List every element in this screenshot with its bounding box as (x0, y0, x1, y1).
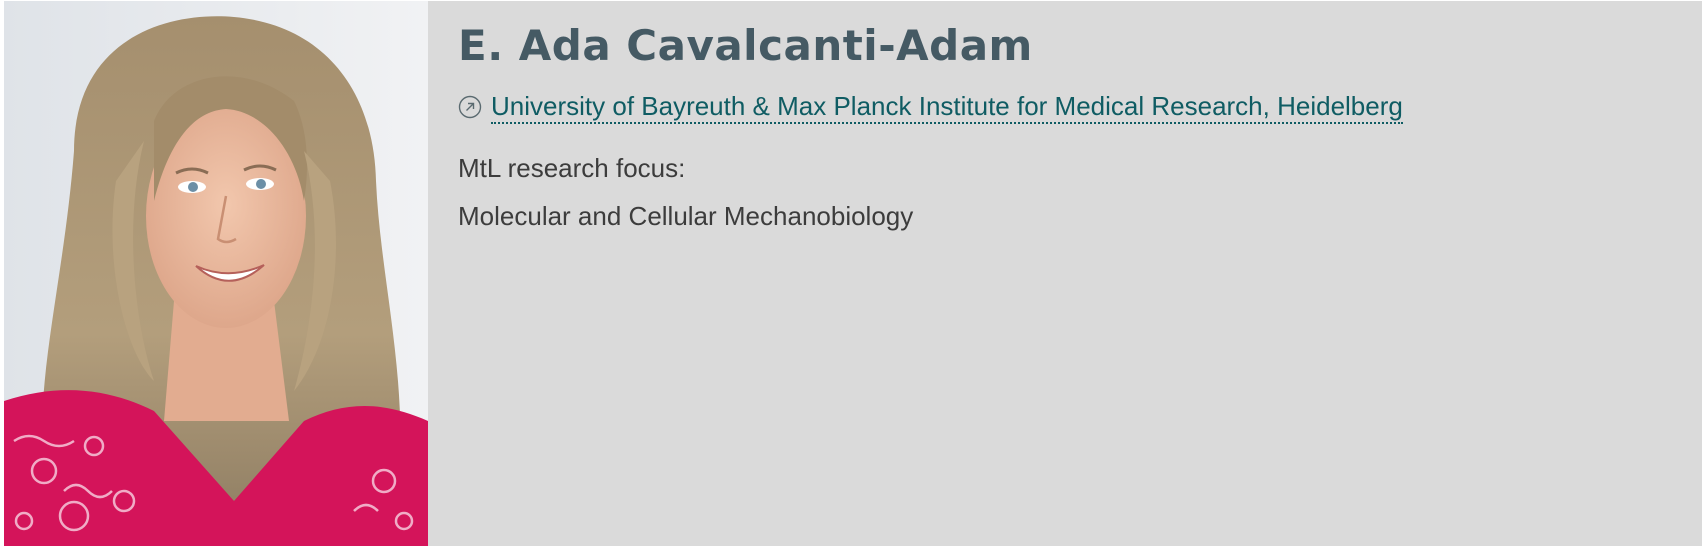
research-focus-value: Molecular and Cellular Mechanobiology (458, 201, 914, 231)
profile-details (458, 1, 1682, 232)
affiliation-row (458, 90, 1682, 124)
external-link-icon (458, 95, 482, 119)
profile-card (4, 1, 1702, 546)
affiliation-link[interactable]: University of Bayreuth & Max Planck Institute for Medical Research, Heidelberg (491, 90, 1403, 124)
portrait-photo (4, 1, 428, 546)
research-focus-label: MtL research focus: (458, 153, 686, 183)
person-name: E. Ada Cavalcanti-Adam (458, 21, 1033, 70)
